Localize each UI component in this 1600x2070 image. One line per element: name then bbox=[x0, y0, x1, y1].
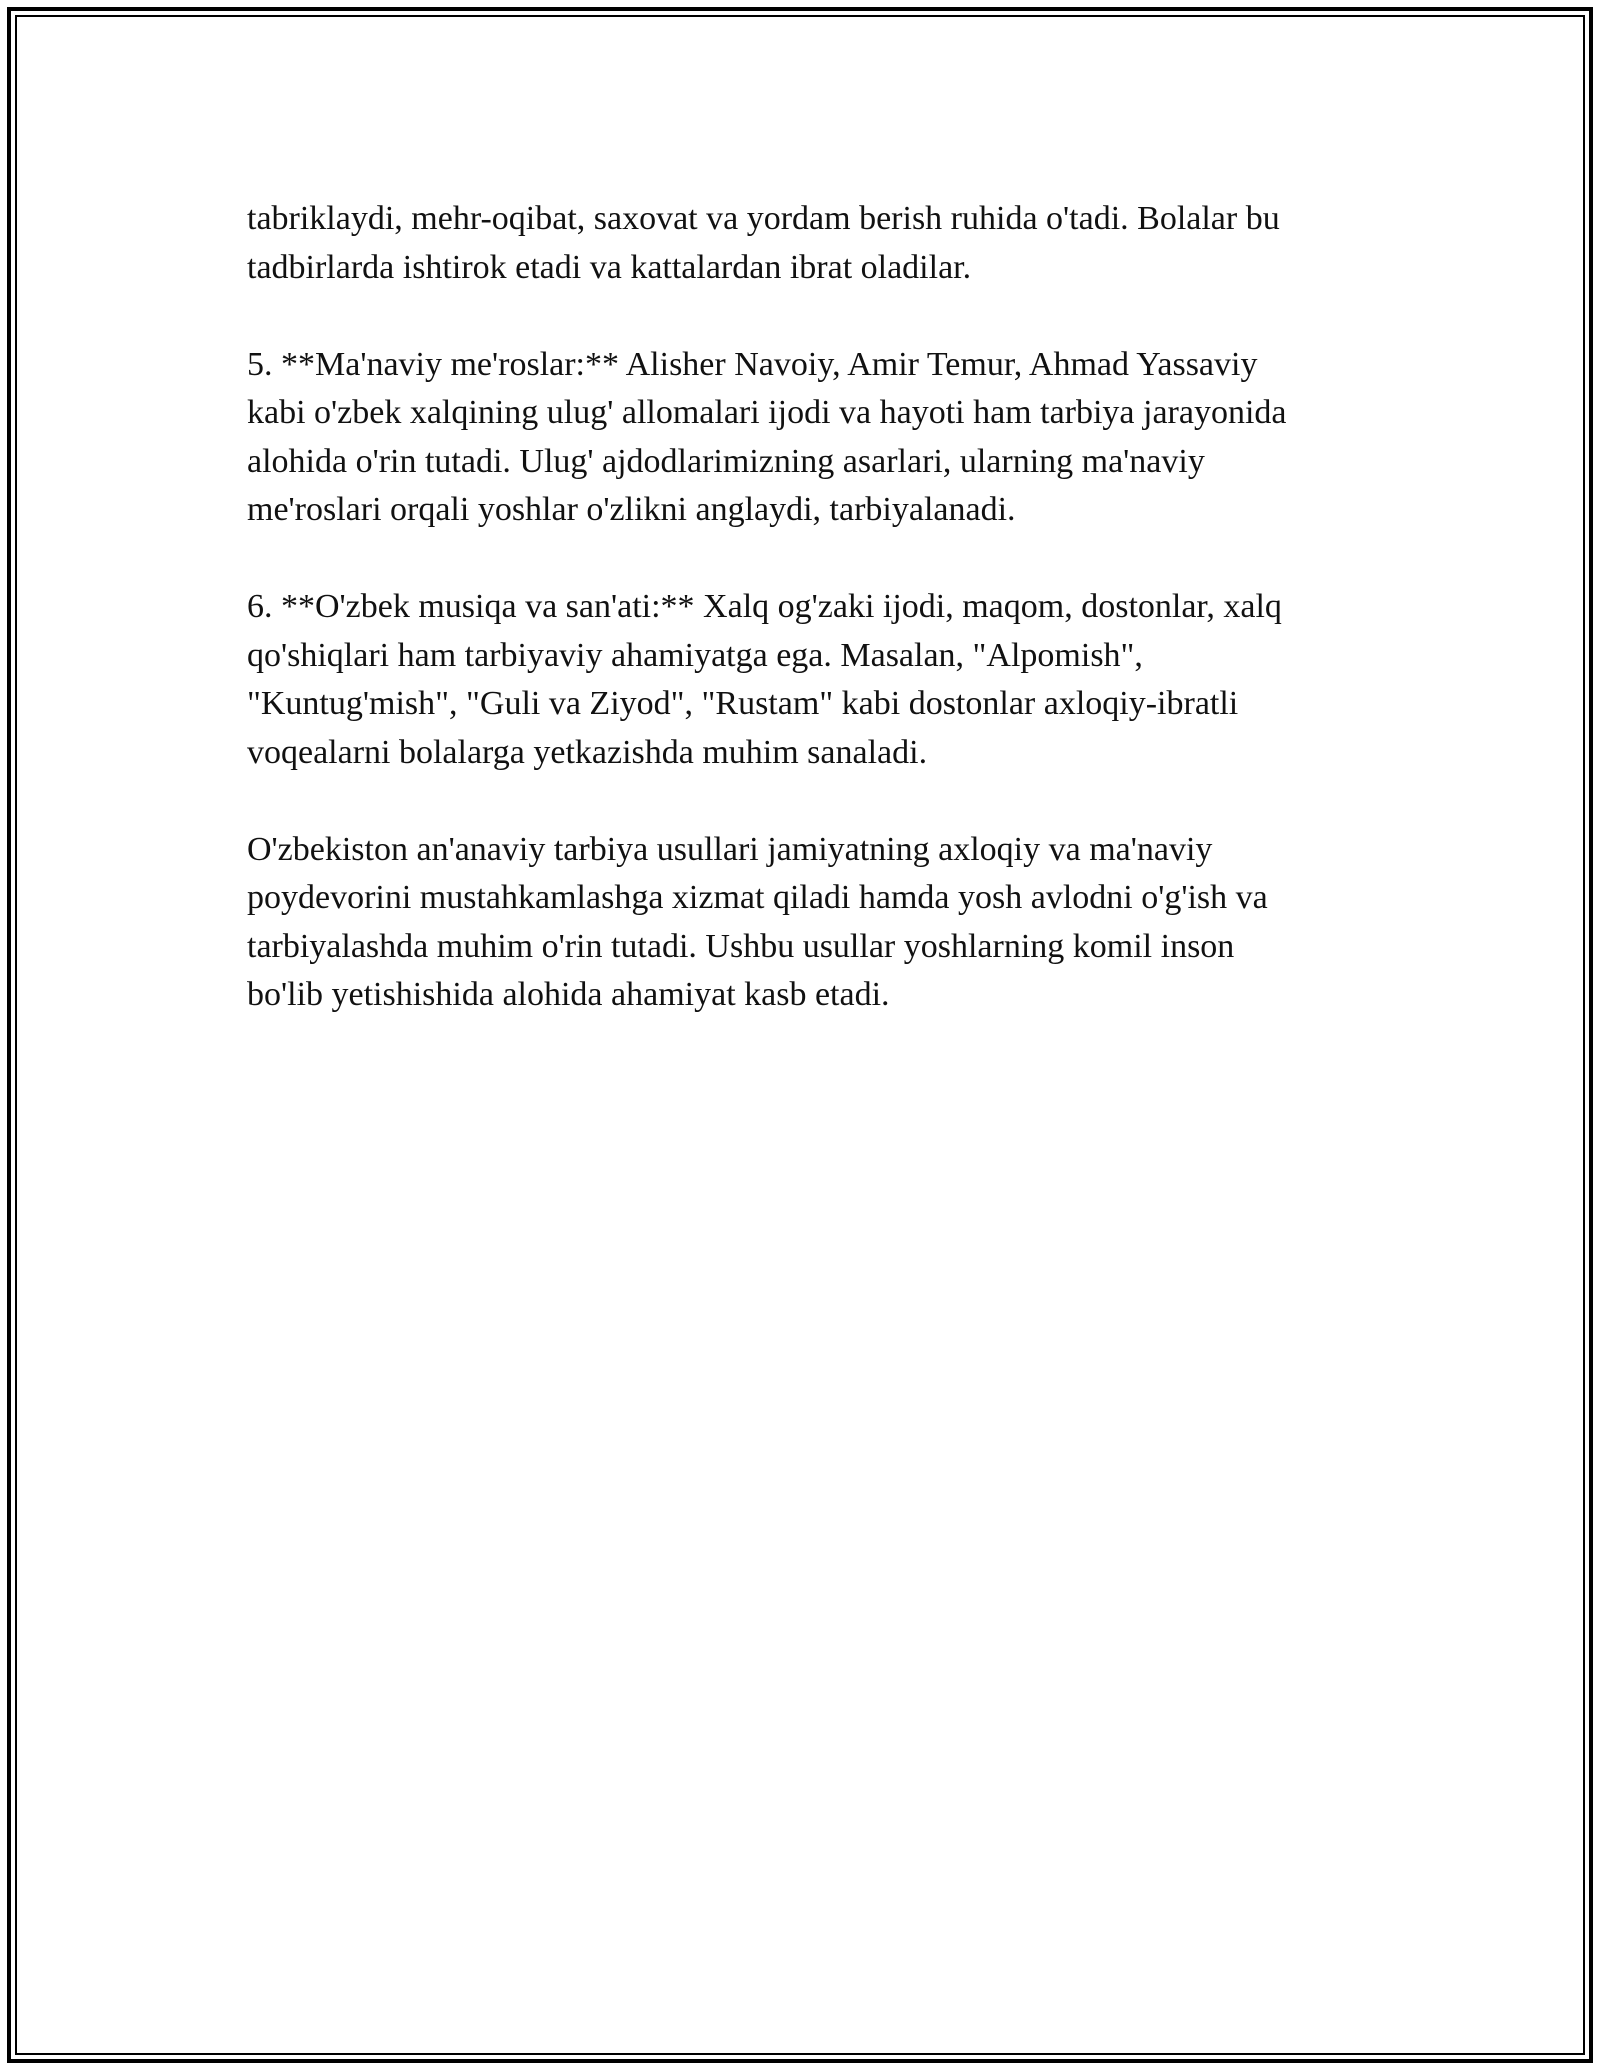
text-line: tadbirlarda ishtirok etadi va kattalardan ibrat oladilar. bbox=[247, 248, 972, 286]
text-line: tarbiyalashda muhim o'rin tutadi. Ushbu usullar yoshlarning komil inson bbox=[247, 927, 1235, 965]
text-line: bo'lib yetishishida alohida ahamiyat kasb etadi. bbox=[247, 976, 890, 1013]
document-body bbox=[247, 195, 1387, 1068]
text-line: "Kuntug'mish", "Guli va Ziyod", "Rustam" kabi dostonlar axloqiy-ibratli bbox=[247, 685, 1239, 722]
text-line: qo'shiqlari ham tarbiyaviy ahamiyatga ega. Masalan, "Alpomish", bbox=[247, 636, 1143, 674]
text-line: poydevorini mustahkamlashga xizmat qiladi hamda yosh avlodni o'g'ish va bbox=[247, 879, 1268, 916]
text-line: tabriklaydi, mehr-oqibat, saxovat va yordam berish ruhida o'tadi. Bolalar bu bbox=[247, 200, 1280, 237]
text-line: alohida o'rin tutadi. Ulug' ajdodlarimizning asarlari, ularning ma'naviy bbox=[247, 442, 1205, 480]
text-line: kabi o'zbek xalqining ulug' allomalari ijodi va hayoti ham tarbiya jarayonida bbox=[247, 394, 1287, 431]
paragraph-conclusion bbox=[247, 826, 1387, 1020]
text-line: O'zbekiston an'anaviy tarbiya usullari jamiyatning axloqiy va ma'naviy bbox=[247, 830, 1213, 868]
paragraph-celebrations bbox=[247, 195, 1387, 292]
text-line: 5. **Ma'naviy me'roslar:** Alisher Navoiy, Amir Temur, Ahmad Yassaviy bbox=[247, 345, 1258, 383]
page-border bbox=[7, 7, 1593, 2063]
text-line: voqealarni bolalarga yetkazishda muhim sanaladi. bbox=[247, 733, 928, 771]
text-line: me'roslari orqali yoshlar o'zlikni anglaydi, tarbiyalanadi. bbox=[247, 491, 1016, 528]
paragraph-spiritual-heritage bbox=[247, 341, 1387, 535]
paragraph-music-and-art bbox=[247, 583, 1387, 777]
text-line: 6. **O'zbek musiqa va san'ati:** Xalq og'zaki ijodi, maqom, dostonlar, xalq bbox=[247, 588, 1282, 625]
